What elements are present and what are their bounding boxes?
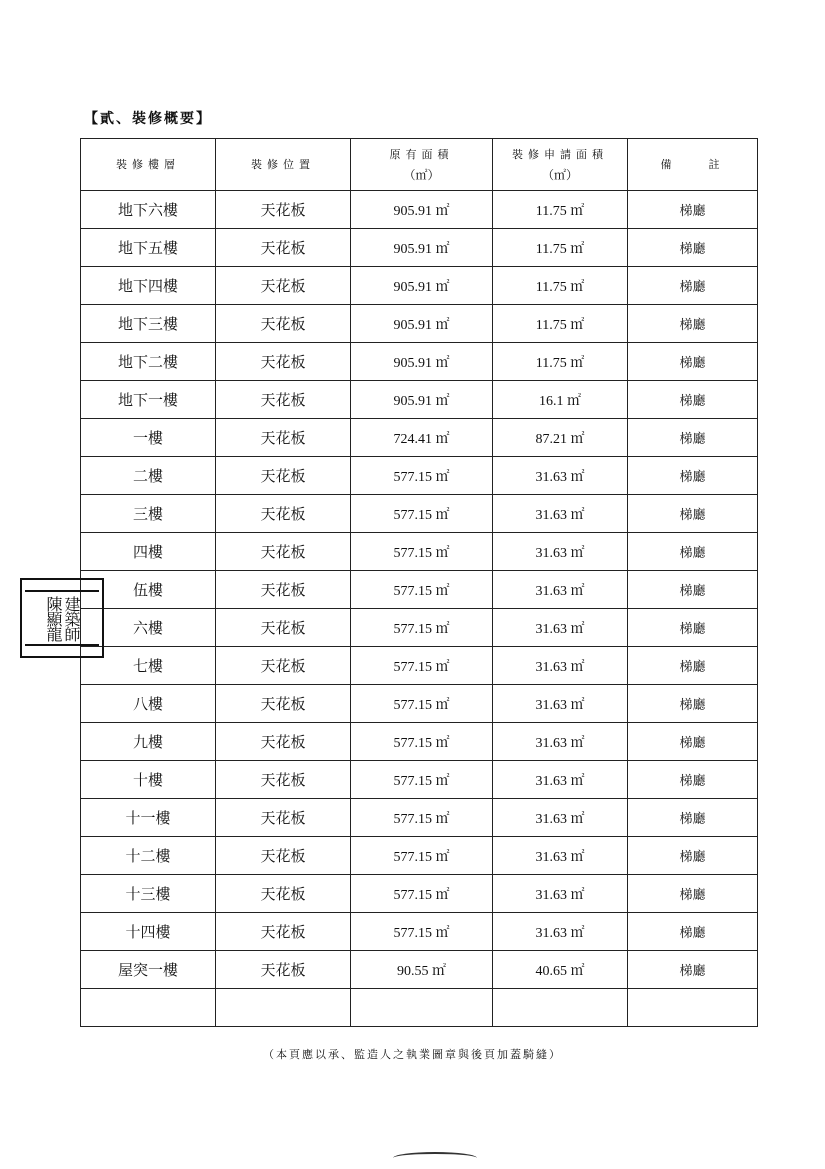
cell-remarks: 梯廳 <box>628 723 758 761</box>
cell-location: 天花板 <box>216 647 351 685</box>
cell-location: 天花板 <box>216 419 351 457</box>
cell-location: 天花板 <box>216 571 351 609</box>
cell-original-area: 577.15 ㎡ <box>351 799 493 837</box>
cell-applied-area: 11.75 ㎡ <box>493 191 628 229</box>
cell-location: 天花板 <box>216 875 351 913</box>
cell-location: 天花板 <box>216 381 351 419</box>
cell-original-area: 577.15 ㎡ <box>351 685 493 723</box>
cell-floor: 地下一樓 <box>81 381 216 419</box>
cell-remarks: 梯廳 <box>628 837 758 875</box>
table-row <box>81 419 758 457</box>
cell-location: 天花板 <box>216 951 351 989</box>
cell-applied-area: 31.63 ㎡ <box>493 761 628 799</box>
cell-remarks: 梯廳 <box>628 799 758 837</box>
table-row <box>81 381 758 419</box>
header-applied-area-label: 裝修申請面積 <box>512 147 608 161</box>
cell-floor: 六樓 <box>81 609 216 647</box>
table-row <box>81 951 758 989</box>
cell-remarks: 梯廳 <box>628 419 758 457</box>
cell-floor: 七樓 <box>81 647 216 685</box>
cell-applied-area: 31.63 ㎡ <box>493 685 628 723</box>
table-row <box>81 229 758 267</box>
cell-applied-area: 31.63 ㎡ <box>493 837 628 875</box>
cell-applied-area: 16.1 ㎡ <box>493 381 628 419</box>
cell-remarks: 梯廳 <box>628 267 758 305</box>
cell-location: 天花板 <box>216 533 351 571</box>
header-remarks: 備 註 <box>628 139 758 191</box>
cell-floor: 屋突一樓 <box>81 951 216 989</box>
cell-location: 天花板 <box>216 343 351 381</box>
table-row <box>81 571 758 609</box>
cell-remarks: 梯廳 <box>628 913 758 951</box>
cell-applied-area: 31.63 ㎡ <box>493 647 628 685</box>
cell-location: 天花板 <box>216 305 351 343</box>
cell-remarks: 梯廳 <box>628 191 758 229</box>
cell-location: 天花板 <box>216 457 351 495</box>
cell-location: 天花板 <box>216 799 351 837</box>
cell-remarks: 梯廳 <box>628 305 758 343</box>
cell-floor: 一樓 <box>81 419 216 457</box>
table-row-empty <box>81 989 758 1027</box>
cell-remarks: 梯廳 <box>628 457 758 495</box>
cell-applied-area: 31.63 ㎡ <box>493 457 628 495</box>
renovation-summary-table <box>80 138 758 1027</box>
cell-remarks: 梯廳 <box>628 533 758 571</box>
table-row <box>81 761 758 799</box>
table-row <box>81 875 758 913</box>
cell-remarks: 梯廳 <box>628 647 758 685</box>
cell-original-area: 577.15 ㎡ <box>351 875 493 913</box>
cell-original-area: 577.15 ㎡ <box>351 571 493 609</box>
empty-cell <box>493 989 628 1027</box>
cell-original-area: 577.15 ㎡ <box>351 647 493 685</box>
cell-location: 天花板 <box>216 723 351 761</box>
empty-cell <box>216 989 351 1027</box>
cell-remarks: 梯廳 <box>628 343 758 381</box>
table-row <box>81 305 758 343</box>
section-title: 【貳、裝修概要】 <box>84 111 212 127</box>
table-row <box>81 457 758 495</box>
cell-location: 天花板 <box>216 267 351 305</box>
cell-remarks: 梯廳 <box>628 229 758 267</box>
cell-remarks: 梯廳 <box>628 381 758 419</box>
table-row <box>81 913 758 951</box>
table-row <box>81 267 758 305</box>
cell-applied-area: 31.63 ㎡ <box>493 875 628 913</box>
cell-applied-area: 11.75 ㎡ <box>493 267 628 305</box>
cell-original-area: 905.91 ㎡ <box>351 191 493 229</box>
cell-original-area: 905.91 ㎡ <box>351 267 493 305</box>
cell-location: 天花板 <box>216 685 351 723</box>
cell-location: 天花板 <box>216 913 351 951</box>
cell-applied-area: 31.63 ㎡ <box>493 913 628 951</box>
table-row <box>81 647 758 685</box>
cell-floor: 伍樓 <box>81 571 216 609</box>
cell-remarks: 梯廳 <box>628 571 758 609</box>
cell-applied-area: 31.63 ㎡ <box>493 609 628 647</box>
cell-applied-area: 11.75 ㎡ <box>493 229 628 267</box>
table-body <box>81 191 758 1027</box>
cell-applied-area: 11.75 ㎡ <box>493 343 628 381</box>
header-original-area-label: 原有面積 <box>389 147 454 161</box>
cell-floor: 十樓 <box>81 761 216 799</box>
cell-original-area: 577.15 ㎡ <box>351 761 493 799</box>
architect-seal <box>20 578 104 658</box>
cell-location: 天花板 <box>216 761 351 799</box>
cell-original-area: 577.15 ㎡ <box>351 609 493 647</box>
table-header-row <box>81 139 758 191</box>
cell-location: 天花板 <box>216 191 351 229</box>
cell-original-area: 577.15 ㎡ <box>351 913 493 951</box>
header-location: 裝修位置 <box>216 139 351 191</box>
cell-original-area: 577.15 ㎡ <box>351 837 493 875</box>
cell-floor: 十一樓 <box>81 799 216 837</box>
header-applied-area <box>493 139 628 191</box>
cell-remarks: 梯廳 <box>628 951 758 989</box>
table-row <box>81 191 758 229</box>
table-row <box>81 533 758 571</box>
table-row <box>81 685 758 723</box>
cell-floor: 地下五樓 <box>81 229 216 267</box>
cell-location: 天花板 <box>216 229 351 267</box>
cell-location: 天花板 <box>216 609 351 647</box>
cell-floor: 地下六樓 <box>81 191 216 229</box>
cell-applied-area: 87.21 ㎡ <box>493 419 628 457</box>
cell-floor: 十三樓 <box>81 875 216 913</box>
table-row <box>81 343 758 381</box>
cell-original-area: 905.91 ㎡ <box>351 381 493 419</box>
cell-remarks: 梯廳 <box>628 609 758 647</box>
architect-seal-text: 建築師陳顯龍 <box>25 590 99 646</box>
page-mark <box>393 1152 477 1164</box>
cell-original-area: 577.15 ㎡ <box>351 495 493 533</box>
cell-applied-area: 31.63 ㎡ <box>493 571 628 609</box>
table-row <box>81 799 758 837</box>
cell-applied-area: 31.63 ㎡ <box>493 799 628 837</box>
cell-original-area: 905.91 ㎡ <box>351 343 493 381</box>
cell-floor: 二樓 <box>81 457 216 495</box>
header-floor: 裝修樓層 <box>81 139 216 191</box>
cell-applied-area: 31.63 ㎡ <box>493 495 628 533</box>
cell-applied-area: 31.63 ㎡ <box>493 533 628 571</box>
header-original-area-unit: （㎡） <box>403 167 440 182</box>
table-row <box>81 495 758 533</box>
cell-applied-area: 31.63 ㎡ <box>493 723 628 761</box>
table-row <box>81 723 758 761</box>
cell-floor: 十四樓 <box>81 913 216 951</box>
cell-remarks: 梯廳 <box>628 685 758 723</box>
cell-applied-area: 40.65 ㎡ <box>493 951 628 989</box>
cell-remarks: 梯廳 <box>628 761 758 799</box>
cell-floor: 地下三樓 <box>81 305 216 343</box>
empty-cell <box>628 989 758 1027</box>
cell-remarks: 梯廳 <box>628 875 758 913</box>
cell-floor: 地下二樓 <box>81 343 216 381</box>
cell-location: 天花板 <box>216 837 351 875</box>
cell-original-area: 724.41 ㎡ <box>351 419 493 457</box>
cell-floor: 四樓 <box>81 533 216 571</box>
empty-cell <box>81 989 216 1027</box>
table-row <box>81 609 758 647</box>
cell-original-area: 905.91 ㎡ <box>351 305 493 343</box>
header-applied-area-unit: （㎡） <box>541 167 578 182</box>
cell-floor: 十二樓 <box>81 837 216 875</box>
cell-original-area: 577.15 ㎡ <box>351 533 493 571</box>
cell-original-area: 905.91 ㎡ <box>351 229 493 267</box>
cell-location: 天花板 <box>216 495 351 533</box>
cell-floor: 九樓 <box>81 723 216 761</box>
cell-floor: 地下四樓 <box>81 267 216 305</box>
cell-original-area: 577.15 ㎡ <box>351 457 493 495</box>
cell-floor: 八樓 <box>81 685 216 723</box>
cell-floor: 三樓 <box>81 495 216 533</box>
cell-original-area: 577.15 ㎡ <box>351 723 493 761</box>
cell-original-area: 90.55 ㎡ <box>351 951 493 989</box>
table-row <box>81 837 758 875</box>
empty-cell <box>351 989 493 1027</box>
cell-applied-area: 11.75 ㎡ <box>493 305 628 343</box>
footer-note: （本頁應以承、監造人之執業圖章與後頁加蓋騎縫） <box>263 1048 562 1061</box>
cell-remarks: 梯廳 <box>628 495 758 533</box>
header-original-area <box>351 139 493 191</box>
